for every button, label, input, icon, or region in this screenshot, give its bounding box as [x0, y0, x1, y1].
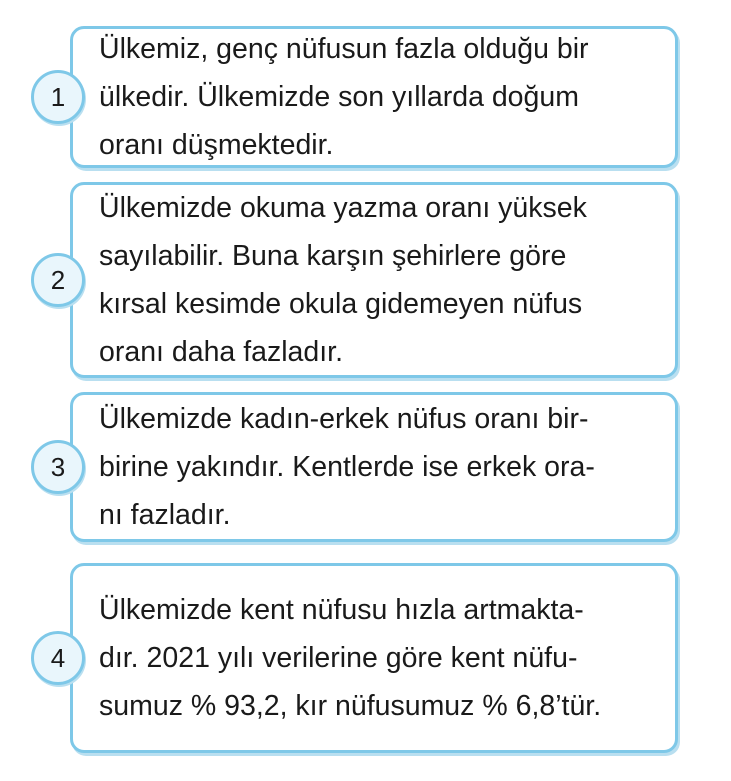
statement-line: ülkedir. Ülkemizde son yıllarda doğum [99, 81, 579, 113]
statement-text-2 [99, 184, 657, 376]
statement-text-1 [99, 25, 657, 169]
statement-text-3 [99, 395, 657, 539]
number-badge-3: 3 [31, 440, 85, 494]
statement-text-4 [99, 586, 657, 730]
statement-line: dır. 2021 yılı verilerine göre kent nüfu- [99, 642, 578, 674]
statement-card-4 [70, 563, 678, 753]
statement-line: Ülkemiz, genç nüfusun fazla olduğu bir [99, 33, 589, 65]
statement-line: sumuz % 93,2, kır nüfusumuz % 6,8’tür. [99, 690, 602, 722]
statement-card-2 [70, 182, 678, 378]
statement-line: Ülkemizde okuma yazma oranı yüksek [99, 192, 587, 224]
statement-line: Ülkemizde kadın-erkek nüfus oranı bir- [99, 403, 589, 435]
statement-card-3 [70, 392, 678, 542]
statement-line: Ülkemizde kent nüfusu hızla artmakta- [99, 594, 584, 626]
statement-line: birine yakındır. Kentlerde ise erkek ora- [99, 451, 595, 483]
number-badge-2: 2 [31, 253, 85, 307]
number-badge-1: 1 [31, 70, 85, 124]
statement-line: kırsal kesimde okula gidemeyen nüfus [99, 288, 583, 320]
statement-line: oranı düşmektedir. [99, 129, 334, 161]
number-badge-4: 4 [31, 631, 85, 685]
statement-line: sayılabilir. Buna karşın şehirlere göre [99, 240, 567, 272]
statement-card-1 [70, 26, 678, 168]
statement-line: nı fazladır. [99, 499, 231, 531]
statement-line: oranı daha fazladır. [99, 336, 344, 368]
